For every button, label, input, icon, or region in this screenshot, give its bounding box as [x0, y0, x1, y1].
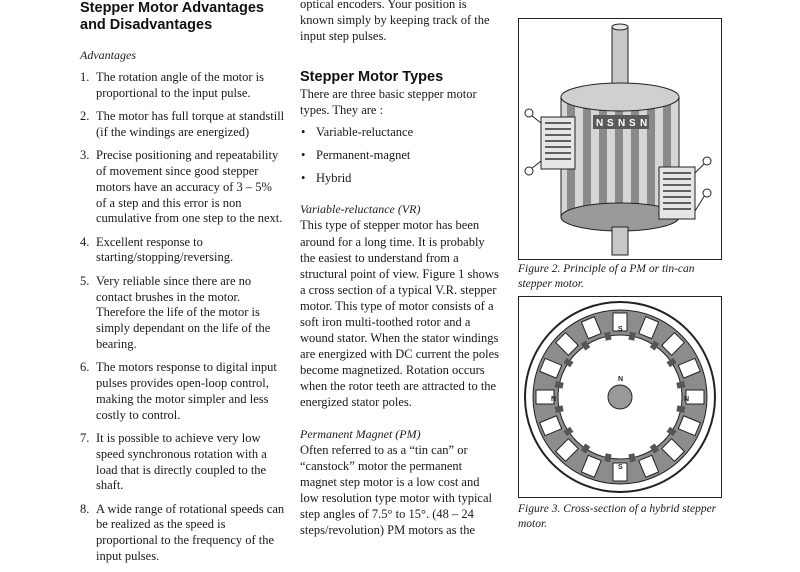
list-item: • Variable-reluctance: [301, 125, 414, 140]
types-list: [300, 125, 500, 186]
vr-subheading: Variable-reluctance (VR): [300, 202, 421, 217]
pole-label-top: S: [618, 326, 623, 333]
list-item: 4. Excellent response to starting/stopping/reversing.: [80, 234, 234, 265]
pole-label: N: [640, 118, 648, 129]
figure-2-caption: Figure 2. Principle of a PM or tin-can stepper motor.: [518, 263, 695, 290]
pm-paragraph: Often referred to as a “tin can” or “canstock” motor the permanent magnet step motor is a low cost and low resolution type motor with typical step angles of 7.5° to 15°. (48 – 24 steps/revolution) PM motors as the: [300, 442, 492, 538]
continued-paragraph: optical encoders. Your position is known simply by keeping track of the input step pulses.: [300, 0, 490, 44]
types-column: [300, 0, 500, 538]
vr-paragraph: This type of stepper motor has been around for a long time. It is probably the easiest to understand from a structural point of view. Figure 1 shows a cross section of a typical V.R. stepper motor. This type of motor consists of a soft iron multi-toothed rotor and a wound stator. When the stator windings are energized with DC current the poles become magnetized. Rotation occurs when the rotor teeth are attracted to the energized stator poles.: [300, 218, 499, 410]
list-item: 2. The motor has full torque at standstill (if the windings are energized): [80, 109, 285, 139]
list-item: 5. Very reliable since there are no contact brushes in the motor. Therefore the life of the motor is simply dependant on the life of the bearing.: [80, 273, 271, 351]
list-item: 6. The motors response to digital input pulses provides open-loop control, making the motor simpler and less costly to control.: [80, 360, 277, 422]
section-heading-advantages: Stepper Motor Advantages and Disadvantages: [80, 0, 264, 33]
pole-label-right: N: [684, 396, 690, 403]
figure-2-box: [518, 18, 722, 260]
pole-label: S: [629, 118, 636, 129]
section-heading-types: Stepper Motor Types: [300, 69, 444, 86]
advantages-column: [80, 0, 285, 572]
pole-label-bottom: S: [618, 464, 623, 471]
pm-motor-illustration: [519, 19, 721, 259]
list-item: 3. Precise positioning and repeatability of movement since good stepper motors have an accuracy of 3 – 5% of a step and this error is non cumulative from one step to the next.: [80, 148, 283, 226]
bullet-icon: •: [301, 170, 306, 185]
hybrid-motor-cross-section: [519, 297, 721, 497]
list-item: 1. The rotation angle of the motor is proportional to the input pulse.: [80, 70, 265, 100]
advantages-list: [80, 70, 285, 565]
pm-subheading: Permanent Magnet (PM): [300, 426, 421, 441]
pole-label: S: [607, 118, 614, 129]
advantages-subheading: Advantages: [80, 48, 136, 62]
bullet-icon: •: [301, 125, 306, 140]
figure-3-caption: Figure 3. Cross-section of a hybrid stepper motor.: [518, 503, 717, 530]
left-coil-icon: [525, 109, 575, 175]
pole-label-left: N: [551, 396, 557, 403]
figure-3-box: [518, 296, 722, 498]
list-item: • Permanent-magnet: [301, 148, 411, 163]
types-intro: There are three basic stepper motor types. They are :: [300, 87, 477, 118]
pole-label: N: [618, 118, 626, 129]
list-item: • Hybrid: [301, 170, 352, 185]
list-item: 7. It is possible to achieve very low speed synchronous rotation with a load that is directly coupled to the shaft.: [80, 430, 267, 493]
pole-label: N: [596, 118, 604, 129]
bullet-icon: •: [301, 148, 306, 163]
list-item: 8. A wide range of rotational speeds can be realized as the speed is proportional to the frequency of the input pulses.: [80, 501, 285, 564]
rotor-label-center: N: [618, 376, 624, 383]
